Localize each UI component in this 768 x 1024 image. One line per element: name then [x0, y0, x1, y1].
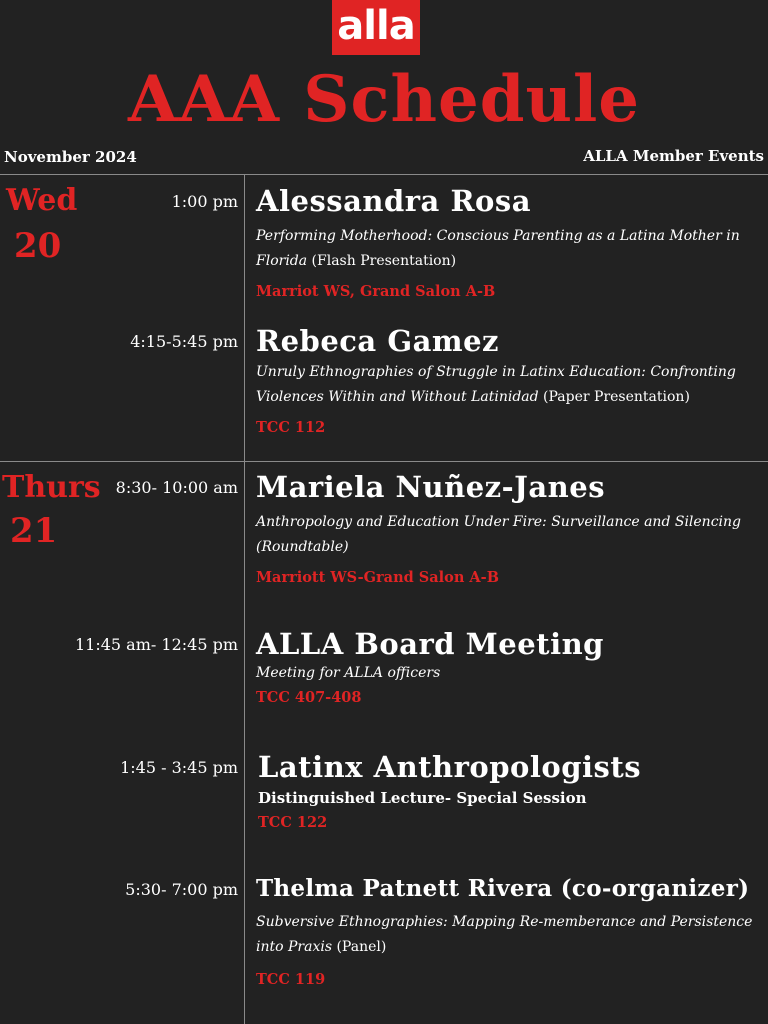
event-time: 1:00 pm — [171, 192, 238, 211]
divider — [0, 174, 768, 175]
event-item — [256, 470, 764, 588]
event-time: 5:30- 7:00 pm — [125, 880, 238, 899]
event-name: Mariela Nuñez-Janes — [256, 470, 606, 504]
event-location: TCC 119 — [256, 971, 326, 988]
weekday: Thurs — [2, 470, 101, 505]
day-label — [2, 471, 101, 551]
column-divider — [244, 174, 245, 1024]
event-location: TCC 122 — [258, 814, 328, 831]
event-time: 11:45 am- 12:45 pm — [74, 635, 238, 654]
divider — [0, 461, 768, 462]
event-time: 1:45 - 3:45 pm — [120, 758, 238, 777]
event-location: Marriott WS-Grand Salon A-B — [256, 569, 499, 586]
event-name: ALLA Board Meeting — [256, 627, 604, 661]
subtitle: ALLA Member Events — [583, 147, 764, 165]
alla-logo: alla — [332, 0, 420, 55]
event-time: 4:15-5:45 pm — [130, 332, 238, 351]
event-name: Latinx Anthropologists — [258, 750, 642, 784]
event-location: TCC 407-408 — [256, 689, 362, 706]
event-name: Thelma Patnett Rivera (co-organizer) — [256, 875, 750, 902]
date-number: 20 — [14, 226, 62, 266]
event-description: Subversive Ethnographies: Mapping Re-memberance and Persistence into Praxis (Panel) — [256, 914, 753, 955]
event-time: 8:30- 10:00 am — [115, 478, 238, 497]
day-label — [6, 184, 77, 266]
event-description: Distinguished Lecture- Special Session — [258, 789, 587, 807]
event-item — [256, 872, 764, 990]
event-name: Rebeca Gamez — [256, 324, 499, 358]
event-location: TCC 112 — [256, 419, 326, 436]
event-location: Marriot WS, Grand Salon A-B — [256, 283, 496, 300]
page-title: AAA Schedule — [128, 62, 640, 137]
event-description: Unruly Ethnographies of Struggle in Latinx Education: Confronting Violences Within and Without Latinidad (Paper Presentation) — [256, 364, 736, 405]
event-description: Meeting for ALLA officers — [256, 665, 441, 681]
event-description: Performing Motherhood: Conscious Parenting as a Latina Mother in Florida (Flash Presentation) — [256, 228, 740, 269]
event-item — [256, 324, 764, 438]
month-label: November 2024 — [4, 148, 137, 166]
event-item — [258, 750, 766, 833]
event-item — [256, 184, 764, 302]
event-description: Anthropology and Education Under Fire: Surveillance and Silencing (Roundtable) — [256, 514, 741, 555]
event-name: Alessandra Rosa — [256, 184, 531, 218]
event-item — [256, 627, 764, 708]
weekday: Wed — [6, 183, 78, 218]
date-number: 21 — [10, 511, 58, 551]
